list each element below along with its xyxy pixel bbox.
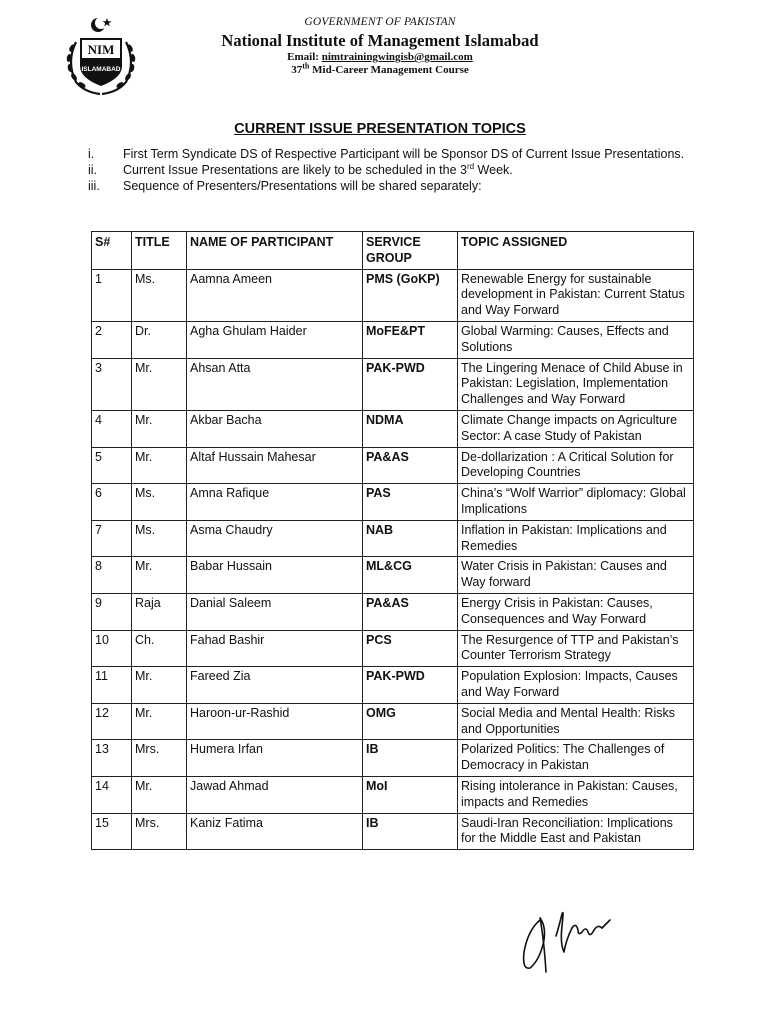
table-row — [92, 740, 694, 777]
table-row — [92, 630, 694, 667]
email-link[interactable]: nimtrainingwingisb@gmail.com — [321, 51, 473, 63]
cell-name: Kaniz Fatima — [187, 813, 363, 850]
cell-service-group: PMS (GoKP) — [363, 269, 458, 321]
cell-title: Ms. — [132, 269, 187, 321]
list-item-number: i. — [88, 147, 95, 161]
cell-name: Amna Rafique — [187, 484, 363, 521]
cell-sn: 4 — [92, 410, 132, 447]
cell-name: Babar Hussain — [187, 557, 363, 594]
table-row — [92, 813, 694, 850]
course-number: 37 — [291, 64, 303, 76]
signature — [518, 900, 618, 980]
table-row — [92, 703, 694, 740]
table-row — [92, 321, 694, 358]
cell-sn: 15 — [92, 813, 132, 850]
cell-topic: China’s “Wolf Warrior” diplomacy: Global Implications — [458, 484, 694, 521]
cell-service-group: IB — [363, 813, 458, 850]
cell-title: Ch. — [132, 630, 187, 667]
topics-table — [91, 231, 694, 850]
cell-name: Humera Irfan — [187, 740, 363, 777]
cell-title: Mrs. — [132, 813, 187, 850]
page-title: CURRENT ISSUE PRESENTATION TOPICS — [234, 121, 526, 137]
cell-service-group: OMG — [363, 703, 458, 740]
cell-name: Agha Ghulam Haider — [187, 321, 363, 358]
cell-sn: 2 — [92, 321, 132, 358]
list-item — [88, 162, 688, 178]
cell-topic: Energy Crisis in Pakistan: Causes, Consequences and Way Forward — [458, 593, 694, 630]
cell-title: Mr. — [132, 776, 187, 813]
nim-logo-emblem — [62, 14, 140, 96]
cell-title: Mrs. — [132, 740, 187, 777]
cell-topic: Saudi-Iran Reconciliation: Implications for the Middle East and Pakistan — [458, 813, 694, 850]
cell-service-group: MoFE&PT — [363, 321, 458, 358]
cell-sn: 13 — [92, 740, 132, 777]
cell-name: Asma Chaudry — [187, 520, 363, 557]
cell-title: Ms. — [132, 520, 187, 557]
cell-title: Mr. — [132, 358, 187, 410]
cell-service-group: ML&CG — [363, 557, 458, 594]
cell-title: Mr. — [132, 447, 187, 484]
cell-service-group: MoI — [363, 776, 458, 813]
cell-service-group: PA&AS — [363, 447, 458, 484]
header-topic: TOPIC ASSIGNED — [458, 232, 694, 270]
logo-text-bottom: ISLAMABAD — [81, 66, 121, 73]
cell-title: Mr. — [132, 667, 187, 704]
cell-sn: 9 — [92, 593, 132, 630]
cell-topic: Climate Change impacts on Agriculture Sector: A case Study of Pakistan — [458, 410, 694, 447]
cell-topic: Global Warming: Causes, Effects and Solutions — [458, 321, 694, 358]
list-item-text: Sequence of Presenters/Presentations will be shared separately: — [123, 179, 482, 193]
table-header-row — [92, 232, 694, 270]
cell-title: Dr. — [132, 321, 187, 358]
table-row — [92, 269, 694, 321]
cell-service-group: PAK-PWD — [363, 667, 458, 704]
cell-topic: Population Explosion: Impacts, Causes and Way Forward — [458, 667, 694, 704]
cell-sn: 14 — [92, 776, 132, 813]
cell-topic: Renewable Energy for sustainable development in Pakistan: Current Status and Way Forward — [458, 269, 694, 321]
cell-name: Danial Saleem — [187, 593, 363, 630]
header-sn: S# — [92, 232, 132, 270]
list-item-number: iii. — [88, 179, 100, 193]
cell-service-group: PCS — [363, 630, 458, 667]
cell-title: Mr. — [132, 410, 187, 447]
table-row — [92, 358, 694, 410]
list-item-number: ii. — [88, 163, 98, 177]
instruction-list — [88, 146, 688, 194]
cell-topic: The Resurgence of TTP and Pakistan’s Counter Terrorism Strategy — [458, 630, 694, 667]
logo-text-top: NIM — [87, 42, 115, 57]
cell-name: Altaf Hussain Mahesar — [187, 447, 363, 484]
table-row — [92, 520, 694, 557]
table-row — [92, 447, 694, 484]
cell-topic: Rising intolerance in Pakistan: Causes, impacts and Remedies — [458, 776, 694, 813]
institute-name: National Institute of Management Islamabad — [221, 31, 539, 50]
list-item-text-end: Week. — [474, 163, 513, 177]
cell-service-group: PAS — [363, 484, 458, 521]
cell-service-group: PAK-PWD — [363, 358, 458, 410]
course-line — [180, 61, 580, 76]
cell-sn: 8 — [92, 557, 132, 594]
cell-topic: Water Crisis in Pakistan: Causes and Way forward — [458, 557, 694, 594]
cell-sn: 5 — [92, 447, 132, 484]
cell-service-group: NDMA — [363, 410, 458, 447]
cell-topic: Polarized Politics: The Challenges of Democracy in Pakistan — [458, 740, 694, 777]
cell-name: Aamna Ameen — [187, 269, 363, 321]
table-row — [92, 593, 694, 630]
cell-name: Fareed Zia — [187, 667, 363, 704]
cell-title: Mr. — [132, 557, 187, 594]
cell-name: Fahad Bashir — [187, 630, 363, 667]
cell-sn: 3 — [92, 358, 132, 410]
course-suffix: th — [302, 61, 310, 71]
email-label: Email: — [287, 51, 319, 63]
cell-name: Ahsan Atta — [187, 358, 363, 410]
cell-sn: 7 — [92, 520, 132, 557]
cell-name: Akbar Bacha — [187, 410, 363, 447]
course-name: Mid-Career Management Course — [312, 64, 469, 76]
cell-name: Haroon-ur-Rashid — [187, 703, 363, 740]
list-item-text-start: Current Issue Presentations are likely to be scheduled in the 3 — [123, 163, 467, 177]
header-name: NAME OF PARTICIPANT — [187, 232, 363, 270]
cell-sn: 12 — [92, 703, 132, 740]
government-heading: GOVERNMENT OF PAKISTAN — [304, 16, 456, 28]
cell-topic: Inflation in Pakistan: Implications and Remedies — [458, 520, 694, 557]
cell-title: Mr. — [132, 703, 187, 740]
cell-service-group: IB — [363, 740, 458, 777]
cell-sn: 10 — [92, 630, 132, 667]
cell-sn: 11 — [92, 667, 132, 704]
table-row — [92, 484, 694, 521]
list-item-text: First Term Syndicate DS of Respective Participant will be Sponsor DS of Current Issue Presentations. — [123, 147, 685, 161]
cell-title: Raja — [132, 593, 187, 630]
cell-topic: De-dollarization : A Critical Solution for Developing Countries — [458, 447, 694, 484]
table-row — [92, 410, 694, 447]
table-row — [92, 557, 694, 594]
cell-service-group: NAB — [363, 520, 458, 557]
cell-service-group: PA&AS — [363, 593, 458, 630]
cell-sn: 6 — [92, 484, 132, 521]
table-row — [92, 776, 694, 813]
header-service-group: SERVICE GROUP — [363, 232, 458, 270]
list-item — [88, 146, 688, 162]
cell-topic: The Lingering Menace of Child Abuse in Pakistan: Legislation, Implementation Challenges and Way Forward — [458, 358, 694, 410]
cell-name: Jawad Ahmad — [187, 776, 363, 813]
table-row — [92, 667, 694, 704]
email-line — [180, 51, 580, 63]
header-title: TITLE — [132, 232, 187, 270]
cell-title: Ms. — [132, 484, 187, 521]
list-item — [88, 178, 688, 194]
list-item-text — [123, 162, 688, 178]
cell-sn: 1 — [92, 269, 132, 321]
cell-topic: Social Media and Mental Health: Risks and Opportunities — [458, 703, 694, 740]
ordinal-suffix: rd — [466, 161, 475, 171]
